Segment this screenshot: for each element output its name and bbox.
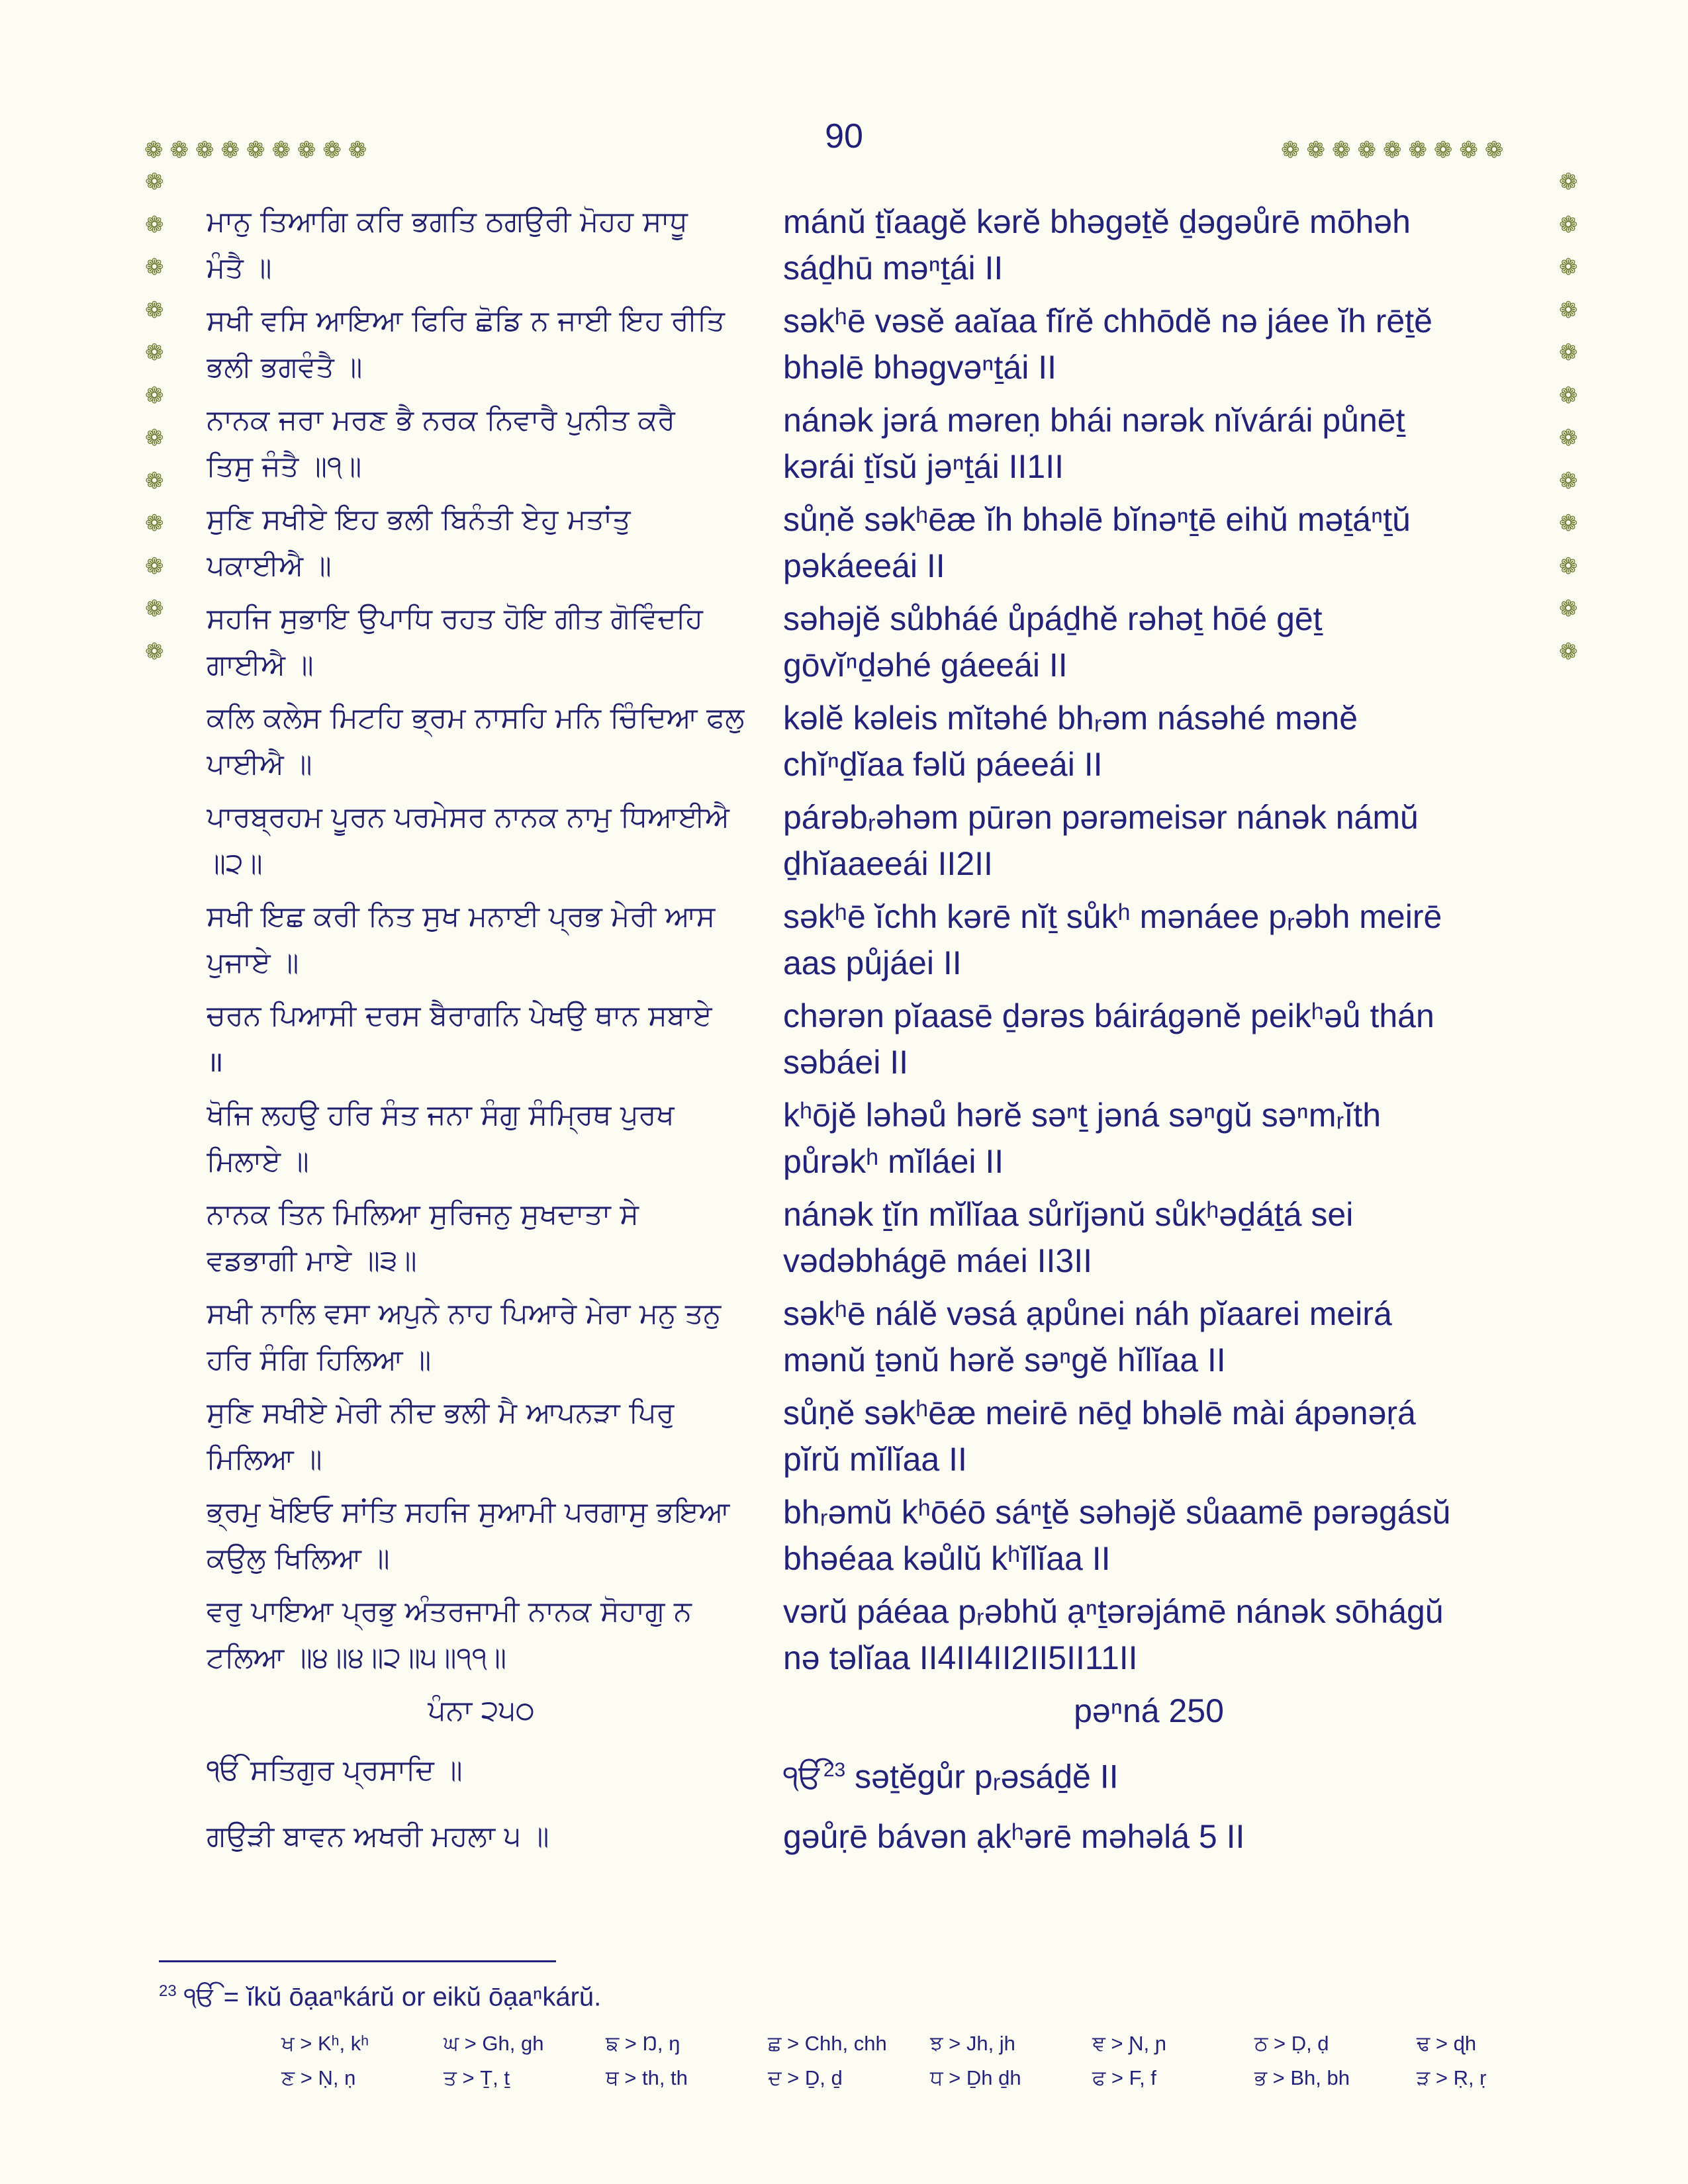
flower-ornament-icon: ❁	[145, 425, 164, 451]
transliteration-line: vərŭ páéaa pᵣəbhŭ ạⁿṯərəjámē nánək sōhágŭ	[783, 1593, 1444, 1630]
transliteration-verse	[783, 1092, 1515, 1191]
gurmukhi-line: ਮੰਤੈ ॥	[207, 251, 272, 285]
key-entry: ਣ > Ṇ, ṇ	[281, 2066, 356, 2089]
key-entry: ਠ > Ḍ, ḍ	[1254, 2032, 1329, 2055]
gurmukhi-line: ਚਰਨ ਪਿਆਸੀ ਦਰਸ ਬੈਰਾਗਨਿ ਪੇਖਉ ਥਾਨ ਸਬਾਏ	[207, 999, 712, 1032]
right-ornament-column	[1559, 171, 1578, 683]
flower-ornament-icon: ❁	[145, 169, 164, 195]
key-row	[281, 2032, 1579, 2066]
transliteration-line: nánək jərá məreṇ bhái nərək nĭvárái půnēṯ	[783, 402, 1405, 439]
transliteration-verse	[783, 1489, 1515, 1588]
gurmukhi-line: ਸਖੀ ਨਾਲਿ ਵਸਾ ਅਪੁਨੇ ਨਾਹ ਪਿਆਰੇ ਮੇਰਾ ਮਨੁ ਤਨੁ	[207, 1297, 722, 1330]
transliteration-line: səhəjĕ sůbháé ůpáḏhĕ rəhəṯ hōé gēṯ	[783, 600, 1323, 637]
gurmukhi-line: ਮਿਲਿਆ ॥	[207, 1443, 322, 1476]
gurmukhi-line: ਪਕਾਈਐ ॥	[207, 549, 332, 582]
transliteration-line: bhəlē bhəgvəⁿṯái II	[783, 349, 1056, 386]
key-entry: ਖ > Kʰ, kʰ	[281, 2032, 369, 2055]
flower-ornament-icon: ❁	[145, 510, 164, 537]
gurmukhi-line: ਟਲਿਆ ॥੪॥੪॥੨॥੫॥੧੧॥	[207, 1641, 507, 1674]
gurmukhi-verse	[207, 1191, 756, 1291]
transliteration-key	[281, 2032, 1579, 2101]
flower-ornament-icon: ❁	[1559, 296, 1578, 324]
ik-onkar-symbol: ੴ	[783, 1758, 823, 1796]
gurmukhi-line: ਨਾਨਕ ਜਰਾ ਮਰਣ ਭੈ ਨਰਕ ਨਿਵਾਰੈ ਪੁਨੀਤ ਕਰੈ	[207, 404, 675, 437]
footnote-text: ੴ = ĭkŭ ōạaⁿkárŭ or eikŭ ōạaⁿkárŭ.	[183, 1982, 602, 2012]
transliteration-verse	[783, 794, 1515, 893]
flower-ornament-icon: ❁	[145, 638, 164, 665]
footnote	[159, 1982, 601, 2012]
transliteration-verse	[783, 1191, 1515, 1291]
gurmukhi-verse	[207, 695, 756, 794]
gurmukhi-verse	[207, 1588, 756, 1688]
gurmukhi-line: ਸਖੀ ਵਸਿ ਆਇਆ ਫਿਰਿ ਛੋਡਿ ਨ ਜਾਈ ਇਹ ਰੀਤਿ	[207, 304, 725, 338]
flower-ornament-icon: ❁	[1559, 169, 1578, 195]
gurmukhi-line: ਪਾਈਐ ॥	[207, 748, 312, 781]
flower-ornament-icon: ❁	[145, 211, 164, 238]
transliteration-line: səkʰē ĭchh kərē nĭṯ sůkʰ mənáee pᵣəbh meirē	[783, 898, 1442, 935]
gurmukhi-verse	[207, 596, 756, 695]
transliteration-line: mánŭ ṯĭaagĕ kərĕ bhəgəṯĕ ḏəgəůrē mōhəh	[783, 203, 1411, 240]
transliteration-line: səkʰē nálĕ vəsá ạpůnei náh pĭaarei meirá	[783, 1295, 1392, 1332]
transliteration-verse	[783, 1291, 1515, 1390]
flower-ornament-icon: ❁	[145, 553, 164, 580]
gurmukhi-verse	[207, 1291, 756, 1390]
flower-ornament-icon: ❁	[145, 382, 164, 409]
gurmukhi-line: ਕਲਿ ਕਲੇਸ ਮਿਟਹਿ ਭ੍ਰਮ ਨਾਸਹਿ ਮਨਿ ਚਿੰਦਿਆ ਫਲੁ	[207, 702, 745, 735]
gurmukhi-verse	[207, 1489, 756, 1588]
key-entry: ੜ > Ṛ, ṛ	[1417, 2066, 1487, 2089]
transliteration-line: sáḏhū məⁿṯái II	[783, 250, 1004, 287]
key-entry: ਦ > Ḏ, ḏ	[768, 2066, 843, 2089]
transliteration-verse	[783, 596, 1515, 695]
transliteration-line: kʰōjĕ ləhəů hərĕ səⁿṯ jəná səⁿgŭ səⁿmᵣĭth	[783, 1097, 1382, 1134]
transliteration-line: bhᵣəmŭ kʰōéō sáⁿṯĕ səhəjĕ sůaamē pərəgásŭ	[783, 1494, 1451, 1531]
gurmukhi-line: ਵਡਭਾਗੀ ਮਾਏ ॥੩॥	[207, 1244, 417, 1277]
gurmukhi-line: ॥੨॥	[207, 847, 263, 880]
gurmukhi-verse	[207, 993, 756, 1092]
transliteration-line: səkʰē vəsĕ aaĭaa fĭrĕ chhōdĕ nə jáee ĭh rēṯĕ	[783, 302, 1432, 340]
gurmukhi-verse	[207, 1092, 756, 1191]
transliteration-invocation	[783, 1747, 1515, 1813]
gurmukhi-verse	[207, 794, 756, 893]
gurmukhi-line: ਖੋਜਿ ਲਹਉ ਹਰਿ ਸੰਤ ਜਨਾ ਸੰਗੁ ਸੰਮ੍ਰਿਥ ਪੁਰਖ	[207, 1099, 675, 1132]
invocation-text: səṯĕgůr pᵣəsáḏĕ II	[855, 1758, 1119, 1796]
transliteration-line: nə təlĭaa II4II4II2II5II11II	[783, 1639, 1138, 1676]
gurmukhi-heading: ਗਉੜੀ ਬਾਵਨ ਅਖਰੀ ਮਹਲਾ ੫ ॥	[207, 1820, 549, 1853]
key-entry: ਙ > Ŋ, ŋ	[606, 2032, 680, 2055]
transliteration-column	[783, 199, 1515, 1860]
transliteration-verse	[783, 1390, 1515, 1489]
gurmukhi-line: ਤਿਸੁ ਜੰਤੈ ॥੧॥	[207, 450, 362, 483]
gurmukhi-column	[207, 199, 756, 1860]
key-entry: ਭ > Bh, bh	[1254, 2066, 1350, 2089]
key-entry: ਛ > Chh, chh	[768, 2032, 887, 2055]
gurmukhi-line: ਭ੍ਰਮੁ ਖੋਇਓ ਸਾਂਤਿ ਸਹਜਿ ਸੁਆਮੀ ਪਰਗਾਸੁ ਭਇਆ	[207, 1496, 730, 1529]
key-row	[281, 2066, 1579, 2101]
gurmukhi-line: ਸਖੀ ਇਛ ਕਰੀ ਨਿਤ ਸੁਖ ਮਨਾਈ ਪ੍ਰਭ ਮੇਰੀ ਆਸ	[207, 900, 716, 933]
gurmukhi-verse	[207, 298, 756, 397]
top-left-ornament-row: ❁❁❁❁❁❁❁❁❁	[144, 137, 374, 163]
gurmukhi-line: ਸੁਣਿ ਸਖੀਏ ਇਹ ਭਲੀ ਬਿਨੰਤੀ ਏਹੁ ਮਤਾਂਤੁ	[207, 503, 631, 536]
key-entry: ਝ > Jh, jh	[930, 2032, 1015, 2055]
transliteration-line: mənŭ ṯənŭ hərĕ səⁿgĕ hĭlĭaa II	[783, 1342, 1226, 1379]
transliteration-line: chərən pĭaasē ḏərəs báirágənĕ peikʰəů thán	[783, 997, 1434, 1034]
flower-ornament-icon: ❁	[145, 596, 164, 622]
key-entry: ਞ > Ɲ, ɲ	[1092, 2032, 1166, 2055]
gurmukhi-line: ਪੁਜਾਏ ॥	[207, 946, 299, 979]
gurmukhi-line: ਕਉਲੁ ਖਿਲਿਆ ॥	[207, 1542, 390, 1575]
flower-ornament-icon: ❁	[1559, 425, 1578, 451]
transliteration-line: chĭⁿḏĭaa fəlŭ páeeái II	[783, 746, 1103, 783]
flower-ornament-icon: ❁	[145, 340, 164, 366]
gurmukhi-invocation: ੴ ਸਤਿਗੁਰ ਪ੍ਰਸਾਦਿ ॥	[207, 1754, 463, 1787]
gurmukhi-line: ਪਾਰਬ੍ਰਹਮ ਪੂਰਨ ਪਰਮੇਸਰ ਨਾਨਕ ਨਾਮੁ ਧਿਆਈਐ	[207, 801, 729, 834]
key-entry: ਥ > th, th	[606, 2066, 688, 2089]
key-entry: ਫ > F, f	[1092, 2066, 1156, 2089]
transliteration-verse	[783, 993, 1515, 1092]
flower-ornament-icon: ❁	[1559, 382, 1578, 409]
key-entry: ਧ > Ḏh ḏh	[930, 2066, 1021, 2089]
gurmukhi-line: ਸਹਜਿ ਸੁਭਾਇ ਉਪਾਧਿ ਰਹਤ ਹੋਇ ਗੀਤ ਗੋਵਿੰਦਹਿ	[207, 602, 703, 635]
gurmukhi-verse	[207, 893, 756, 993]
gurmukhi-page-ref: ਪੰਨਾ ੨੫੦	[428, 1694, 535, 1727]
page-number: 90	[825, 117, 863, 156]
key-entry: ਘ > Gh, gh	[444, 2032, 544, 2055]
transliteration-verse	[783, 1588, 1515, 1688]
footnote-number: 23	[159, 1982, 177, 2000]
gurmukhi-line: ਗਾਈਐ ॥	[207, 649, 314, 682]
gurmukhi-line: ਵਰੁ ਪਾਇਆ ਪ੍ਰਭੁ ਅੰਤਰਜਾਮੀ ਨਾਨਕ ਸੋਹਾਗੁ ਨ	[207, 1595, 692, 1628]
transliteration-verse	[783, 199, 1515, 298]
transliteration-verse	[783, 893, 1515, 993]
transliteration-verse	[783, 496, 1515, 596]
transliteration-line: bhəéaa kəůlŭ kʰĭlĭaa II	[783, 1540, 1111, 1577]
flower-ornament-icon: ❁	[1559, 340, 1578, 366]
transliteration-verse	[783, 397, 1515, 496]
flower-ornament-icon: ❁	[145, 467, 164, 494]
transliteration-line: nánək ṯĭn mĭlĭaa sůrĭjənŭ sůkʰəḏáṯá sei	[783, 1196, 1354, 1233]
gurmukhi-line: ਹਰਿ ਸੰਗਿ ਹਿਲਿਆ ॥	[207, 1343, 432, 1377]
key-entry: ਢ > ɖh	[1417, 2032, 1477, 2055]
left-ornament-column	[145, 171, 164, 683]
gurmukhi-line: ਭਲੀ ਭਗਵੰਤੈ ॥	[207, 351, 363, 384]
transliteration-line: pĭrŭ mĭlĭaa II	[783, 1441, 967, 1478]
flower-ornament-icon: ❁	[145, 254, 164, 281]
transliteration-line: sůṇĕ səkʰēæ ĭh bhəlē bĭnəⁿṯē eihŭ məṯáⁿṯŭ	[783, 501, 1411, 538]
key-entry: ਤ > Ṯ, ṯ	[444, 2066, 510, 2089]
transliteration-line: sůṇĕ səkʰēæ meirē nēḏ bhəlē mài ápənəṛá	[783, 1394, 1416, 1432]
transliteration-line: pəkáeeái II	[783, 547, 945, 584]
flower-ornament-icon: ❁	[1559, 596, 1578, 622]
flower-ornament-icon: ❁	[1559, 638, 1578, 665]
transliteration-page-ref: pəⁿná 250	[1074, 1692, 1224, 1729]
gurmukhi-line: ਮਾਨੁ ਤਿਆਗਿ ਕਰਿ ਭਗਤਿ ਠਗਉਰੀ ਮੋਹਹ ਸਾਧੂ	[207, 205, 688, 238]
gurmukhi-verse	[207, 1390, 756, 1489]
gurmukhi-verse	[207, 397, 756, 496]
flower-ornament-icon: ❁	[1559, 254, 1578, 281]
gurmukhi-line: ਸੁਣਿ ਸਖੀਏ ਮੇਰੀ ਨੀਦ ਭਲੀ ਮੈ ਆਪਨੜਾ ਪਿਰੁ	[207, 1396, 675, 1430]
transliteration-line: párəbᵣəhəm pūrən pərəmeisər nánək námŭ	[783, 799, 1419, 836]
transliteration-verse	[783, 695, 1515, 794]
transliteration-line: səbáei II	[783, 1044, 909, 1081]
flower-ornament-icon: ❁	[1559, 553, 1578, 580]
transliteration-line: aas půjáei II	[783, 944, 962, 981]
transliteration-line: gōvĭⁿḏəhé gáeeái II	[783, 647, 1068, 684]
footnote-divider	[159, 1960, 556, 1962]
flower-ornament-icon: ❁	[1559, 211, 1578, 238]
transliteration-line: ḏhĭaaeeái II2II	[783, 845, 993, 882]
transliteration-line: půrəkʰ mĭláei II	[783, 1143, 1004, 1180]
gurmukhi-verse	[207, 496, 756, 596]
gurmukhi-line: ॥	[207, 1046, 224, 1079]
flower-ornament-icon: ❁	[145, 296, 164, 324]
gurmukhi-verse	[207, 199, 756, 298]
flower-ornament-icon: ❁	[1559, 510, 1578, 537]
gurmukhi-line: ਨਾਨਕ ਤਿਨ ਮਿਲਿਆ ਸੁਰਿਜਨੁ ਸੁਖਦਾਤਾ ਸੇ	[207, 1198, 639, 1231]
transliteration-line: kərái ṯĭsŭ jəⁿṯái II1II	[783, 448, 1064, 485]
transliteration-line: kəlĕ kəleis mĭtəhé bhᵣəm násəhé mənĕ	[783, 700, 1358, 737]
transliteration-line: vədəbhágē máei II3II	[783, 1242, 1092, 1279]
flower-ornament-icon: ❁	[1559, 467, 1578, 494]
footnote-ref[interactable]: 23	[823, 1759, 846, 1781]
transliteration-heading: gəůṛē bávən ạkʰərē məhəlá 5 II	[783, 1818, 1245, 1855]
gurmukhi-line: ਮਿਲਾਏ ॥	[207, 1145, 309, 1178]
top-right-ornament-row: ❁❁❁❁❁❁❁❁❁	[1281, 137, 1511, 163]
transliteration-verse	[783, 298, 1515, 397]
